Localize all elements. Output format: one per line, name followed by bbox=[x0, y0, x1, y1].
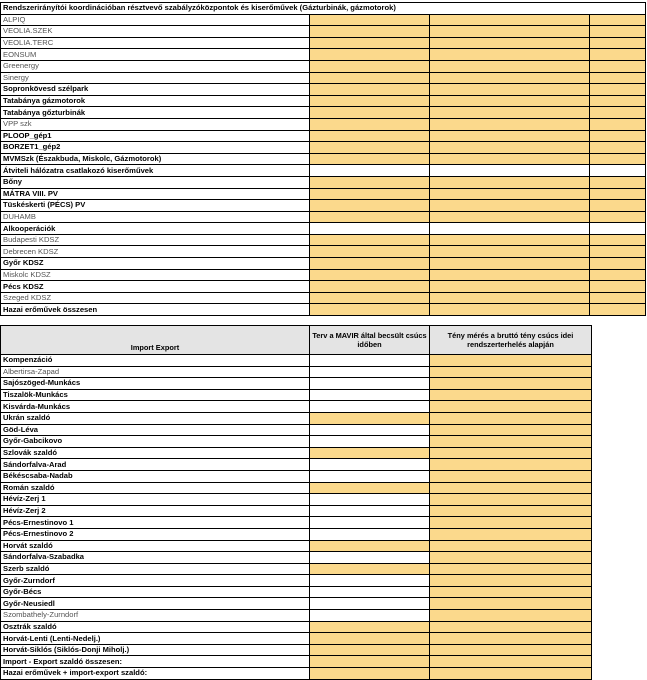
plan-value-cell[interactable] bbox=[310, 656, 430, 668]
generator-name-cell: Budapesti KDSZ bbox=[1, 234, 310, 246]
interconnector-name-cell: Horvát szaldó bbox=[1, 540, 310, 552]
import-export-row bbox=[1, 505, 592, 517]
actual-value-cell[interactable] bbox=[430, 355, 592, 367]
value-cell[interactable] bbox=[430, 14, 590, 26]
value-cell[interactable] bbox=[590, 72, 646, 84]
generators-table bbox=[0, 2, 646, 316]
value-cell[interactable] bbox=[430, 188, 590, 200]
interconnector-name-cell: Import - Export szaldó összesen: bbox=[1, 656, 310, 668]
value-cell[interactable] bbox=[430, 234, 590, 246]
plan-value-cell[interactable] bbox=[310, 528, 430, 540]
value-cell[interactable] bbox=[310, 107, 430, 119]
generators-table-row bbox=[1, 142, 646, 154]
import-export-row bbox=[1, 424, 592, 436]
import-export-row bbox=[1, 517, 592, 529]
import-export-header-row bbox=[1, 326, 592, 355]
generators-table-row bbox=[1, 26, 646, 38]
plan-value-cell[interactable] bbox=[310, 621, 430, 633]
generator-name-cell: Pécs KDSZ bbox=[1, 281, 310, 293]
generator-name-cell: Győr KDSZ bbox=[1, 258, 310, 270]
value-cell[interactable] bbox=[590, 107, 646, 119]
import-export-row bbox=[1, 436, 592, 448]
import-export-row bbox=[1, 563, 592, 575]
value-cell[interactable] bbox=[430, 292, 590, 304]
actual-value-cell[interactable] bbox=[430, 436, 592, 448]
value-cell[interactable] bbox=[590, 246, 646, 258]
value-cell[interactable] bbox=[430, 153, 590, 165]
value-cell[interactable] bbox=[590, 130, 646, 142]
value-cell[interactable] bbox=[310, 281, 430, 293]
plan-value-cell[interactable] bbox=[310, 378, 430, 390]
value-cell[interactable] bbox=[590, 95, 646, 107]
value-cell[interactable] bbox=[430, 37, 590, 49]
plan-value-cell[interactable] bbox=[310, 575, 430, 587]
interconnector-name-cell: Pécs-Ernestinovo 2 bbox=[1, 528, 310, 540]
value-cell[interactable] bbox=[590, 234, 646, 246]
plan-value-cell[interactable] bbox=[310, 668, 430, 680]
generators-table-title: Rendszerirányítói koordinációban résztvevő szabályzóközpontok és kiserőművek (Gázturbinák, gázmotorok) bbox=[1, 3, 646, 15]
value-cell[interactable] bbox=[590, 269, 646, 281]
plan-value-cell[interactable] bbox=[310, 447, 430, 459]
actual-value-cell[interactable] bbox=[430, 470, 592, 482]
plan-value-cell[interactable] bbox=[310, 552, 430, 564]
interconnector-name-cell: Hévíz-Zerj 2 bbox=[1, 505, 310, 517]
value-cell[interactable] bbox=[430, 165, 590, 177]
value-cell[interactable] bbox=[430, 118, 590, 130]
interconnector-name-cell: Győr-Bécs bbox=[1, 586, 310, 598]
import-export-row bbox=[1, 447, 592, 459]
plan-value-cell[interactable] bbox=[310, 494, 430, 506]
generators-table-row bbox=[1, 234, 646, 246]
value-cell[interactable] bbox=[430, 200, 590, 212]
import-export-row bbox=[1, 528, 592, 540]
import-export-row bbox=[1, 644, 592, 656]
actual-value-cell[interactable] bbox=[430, 586, 592, 598]
interconnector-name-cell: Kompenzáció bbox=[1, 355, 310, 367]
interconnector-name-cell: Horvát-Siklós (Siklós-Donji Miholj.) bbox=[1, 644, 310, 656]
import-export-row bbox=[1, 412, 592, 424]
value-cell[interactable] bbox=[430, 84, 590, 96]
actual-value-cell[interactable] bbox=[430, 598, 592, 610]
value-cell[interactable] bbox=[590, 26, 646, 38]
plan-value-cell[interactable] bbox=[310, 355, 430, 367]
value-cell[interactable] bbox=[310, 142, 430, 154]
actual-value-cell[interactable] bbox=[430, 644, 592, 656]
interconnector-name-cell: Göd-Léva bbox=[1, 424, 310, 436]
import-export-row bbox=[1, 540, 592, 552]
value-cell[interactable] bbox=[310, 176, 430, 188]
import-export-row bbox=[1, 575, 592, 587]
value-cell[interactable] bbox=[590, 49, 646, 61]
generator-name-cell: Greenergy bbox=[1, 60, 310, 72]
generator-name-cell: Átviteli hálózatra csatlakozó kiserőművek bbox=[1, 165, 310, 177]
value-cell[interactable] bbox=[430, 223, 590, 235]
interconnector-name-cell: Győr-Zurndorf bbox=[1, 575, 310, 587]
plan-value-cell[interactable] bbox=[310, 563, 430, 575]
interconnector-name-cell: Ukrán szaldó bbox=[1, 412, 310, 424]
generator-name-cell: BORZET1_gép2 bbox=[1, 142, 310, 154]
value-cell[interactable] bbox=[310, 258, 430, 270]
generators-table-row bbox=[1, 107, 646, 119]
actual-value-cell[interactable] bbox=[430, 447, 592, 459]
generator-name-cell: Alkooperációk bbox=[1, 223, 310, 235]
generators-table-row bbox=[1, 188, 646, 200]
import-export-row bbox=[1, 378, 592, 390]
generators-table-row bbox=[1, 211, 646, 223]
value-cell[interactable] bbox=[430, 95, 590, 107]
generators-table-row bbox=[1, 246, 646, 258]
actual-value-cell[interactable] bbox=[430, 505, 592, 517]
generators-table-row bbox=[1, 84, 646, 96]
generators-table-row bbox=[1, 292, 646, 304]
value-cell[interactable] bbox=[430, 269, 590, 281]
plan-value-cell[interactable] bbox=[310, 366, 430, 378]
interconnector-name-cell: Sajószöged-Munkács bbox=[1, 378, 310, 390]
actual-value-cell[interactable] bbox=[430, 494, 592, 506]
generator-name-cell: ALPIQ bbox=[1, 14, 310, 26]
generator-name-cell: DUHAMB bbox=[1, 211, 310, 223]
import-export-row bbox=[1, 598, 592, 610]
generator-name-cell: Miskolc KDSZ bbox=[1, 269, 310, 281]
interconnector-name-cell: Horvát-Lenti (Lenti-Nedelj.) bbox=[1, 633, 310, 645]
value-cell[interactable] bbox=[590, 37, 646, 49]
interconnector-name-cell: Sándorfalva-Szabadka bbox=[1, 552, 310, 564]
interconnector-name-cell: Albertirsa-Zapad bbox=[1, 366, 310, 378]
generator-name-cell: Tüskéskerti (PÉCS) PV bbox=[1, 200, 310, 212]
value-cell[interactable] bbox=[430, 142, 590, 154]
plan-value-cell[interactable] bbox=[310, 644, 430, 656]
import-export-row bbox=[1, 389, 592, 401]
import-export-row bbox=[1, 552, 592, 564]
value-cell[interactable] bbox=[310, 223, 430, 235]
value-cell[interactable] bbox=[310, 269, 430, 281]
plan-value-cell[interactable] bbox=[310, 401, 430, 413]
generator-name-cell: Debrecen KDSZ bbox=[1, 246, 310, 258]
plan-value-cell[interactable] bbox=[310, 459, 430, 471]
value-cell[interactable] bbox=[590, 281, 646, 293]
value-cell[interactable] bbox=[310, 60, 430, 72]
value-cell[interactable] bbox=[590, 153, 646, 165]
value-cell[interactable] bbox=[590, 258, 646, 270]
actual-value-cell[interactable] bbox=[430, 378, 592, 390]
value-cell[interactable] bbox=[310, 37, 430, 49]
actual-value-cell[interactable] bbox=[430, 424, 592, 436]
generator-name-cell: VEOLIA.SZEK bbox=[1, 26, 310, 38]
value-cell[interactable] bbox=[430, 49, 590, 61]
value-cell[interactable] bbox=[590, 118, 646, 130]
value-cell[interactable] bbox=[430, 281, 590, 293]
value-cell[interactable] bbox=[310, 246, 430, 258]
generator-name-cell: MÁTRA VIII. PV bbox=[1, 188, 310, 200]
actual-value-cell[interactable] bbox=[430, 563, 592, 575]
plan-value-cell[interactable] bbox=[310, 517, 430, 529]
import-export-row bbox=[1, 366, 592, 378]
import-export-header-label: Import Export bbox=[1, 326, 310, 355]
plan-value-cell[interactable] bbox=[310, 482, 430, 494]
value-cell[interactable] bbox=[310, 49, 430, 61]
value-cell[interactable] bbox=[310, 188, 430, 200]
plan-value-cell[interactable] bbox=[310, 436, 430, 448]
interconnector-name-cell: Tiszalök-Munkács bbox=[1, 389, 310, 401]
generators-table-row bbox=[1, 258, 646, 270]
value-cell[interactable] bbox=[430, 26, 590, 38]
plan-value-cell[interactable] bbox=[310, 424, 430, 436]
actual-column-header: Tény mérés a bruttó tény csúcs idei rendszerterhelés alapján bbox=[430, 326, 592, 355]
value-cell[interactable] bbox=[310, 200, 430, 212]
interconnector-name-cell: Békéscsaba-Nadab bbox=[1, 470, 310, 482]
import-export-row bbox=[1, 668, 592, 680]
value-cell[interactable] bbox=[590, 292, 646, 304]
actual-value-cell[interactable] bbox=[430, 517, 592, 529]
generators-table-row bbox=[1, 118, 646, 130]
actual-value-cell[interactable] bbox=[430, 656, 592, 668]
generators-table-row bbox=[1, 223, 646, 235]
interconnector-name-cell: Győr-Neusiedl bbox=[1, 598, 310, 610]
actual-value-cell[interactable] bbox=[430, 401, 592, 413]
generators-table-row bbox=[1, 60, 646, 72]
generators-table-row bbox=[1, 37, 646, 49]
actual-value-cell[interactable] bbox=[430, 621, 592, 633]
generator-name-cell: Hazai erőművek összesen bbox=[1, 304, 310, 316]
import-export-row bbox=[1, 401, 592, 413]
value-cell[interactable] bbox=[310, 26, 430, 38]
interconnector-name-cell: Hévíz-Zerj 1 bbox=[1, 494, 310, 506]
actual-value-cell[interactable] bbox=[430, 668, 592, 680]
plan-value-cell[interactable] bbox=[310, 633, 430, 645]
actual-value-cell[interactable] bbox=[430, 633, 592, 645]
plan-value-cell[interactable] bbox=[310, 610, 430, 622]
generator-name-cell: VPP szk bbox=[1, 118, 310, 130]
value-cell[interactable] bbox=[310, 118, 430, 130]
value-cell[interactable] bbox=[430, 130, 590, 142]
value-cell[interactable] bbox=[310, 95, 430, 107]
plan-value-cell[interactable] bbox=[310, 540, 430, 552]
value-cell[interactable] bbox=[310, 84, 430, 96]
plan-value-cell[interactable] bbox=[310, 389, 430, 401]
value-cell[interactable] bbox=[590, 200, 646, 212]
value-cell[interactable] bbox=[590, 176, 646, 188]
value-cell[interactable] bbox=[430, 72, 590, 84]
generators-table-row bbox=[1, 281, 646, 293]
import-export-row bbox=[1, 633, 592, 645]
value-cell[interactable] bbox=[430, 258, 590, 270]
plan-value-cell[interactable] bbox=[310, 586, 430, 598]
import-export-row bbox=[1, 494, 592, 506]
value-cell[interactable] bbox=[430, 304, 590, 316]
value-cell[interactable] bbox=[590, 304, 646, 316]
interconnector-name-cell: Pécs-Ernestinovo 1 bbox=[1, 517, 310, 529]
value-cell[interactable] bbox=[430, 107, 590, 119]
interconnector-name-cell: Román szaldó bbox=[1, 482, 310, 494]
plan-value-cell[interactable] bbox=[310, 505, 430, 517]
plan-value-cell[interactable] bbox=[310, 598, 430, 610]
value-cell[interactable] bbox=[310, 72, 430, 84]
value-cell[interactable] bbox=[310, 153, 430, 165]
value-cell[interactable] bbox=[430, 246, 590, 258]
actual-value-cell[interactable] bbox=[430, 459, 592, 471]
generator-name-cell: Sopronkövesd szélpark bbox=[1, 84, 310, 96]
interconnector-name-cell: Szombathely-Zurndorf bbox=[1, 610, 310, 622]
value-cell[interactable] bbox=[310, 211, 430, 223]
value-cell[interactable] bbox=[310, 14, 430, 26]
plan-value-cell[interactable] bbox=[310, 412, 430, 424]
interconnector-name-cell: Győr-Gabcikovo bbox=[1, 436, 310, 448]
generators-table-row bbox=[1, 95, 646, 107]
value-cell[interactable] bbox=[310, 292, 430, 304]
generators-table-row bbox=[1, 49, 646, 61]
generator-name-cell: Szeged KDSZ bbox=[1, 292, 310, 304]
actual-value-cell[interactable] bbox=[430, 389, 592, 401]
value-cell[interactable] bbox=[590, 165, 646, 177]
value-cell[interactable] bbox=[310, 130, 430, 142]
actual-value-cell[interactable] bbox=[430, 540, 592, 552]
value-cell[interactable] bbox=[590, 84, 646, 96]
plan-value-cell[interactable] bbox=[310, 470, 430, 482]
generators-table-row bbox=[1, 304, 646, 316]
import-export-row bbox=[1, 586, 592, 598]
actual-value-cell[interactable] bbox=[430, 528, 592, 540]
value-cell[interactable] bbox=[310, 165, 430, 177]
import-export-table bbox=[0, 325, 592, 680]
value-cell[interactable] bbox=[430, 176, 590, 188]
value-cell[interactable] bbox=[590, 188, 646, 200]
value-cell[interactable] bbox=[590, 223, 646, 235]
generators-table-row bbox=[1, 130, 646, 142]
generator-name-cell: Bőny bbox=[1, 176, 310, 188]
generators-table-row bbox=[1, 153, 646, 165]
interconnector-name-cell: Kisvárda-Munkács bbox=[1, 401, 310, 413]
import-export-row bbox=[1, 482, 592, 494]
actual-value-cell[interactable] bbox=[430, 552, 592, 564]
value-cell[interactable] bbox=[590, 14, 646, 26]
interconnector-name-cell: Sándorfalva-Arad bbox=[1, 459, 310, 471]
value-cell[interactable] bbox=[590, 60, 646, 72]
import-export-row bbox=[1, 355, 592, 367]
generators-table-row bbox=[1, 176, 646, 188]
value-cell[interactable] bbox=[590, 142, 646, 154]
interconnector-name-cell: Szerb szaldó bbox=[1, 563, 310, 575]
interconnector-name-cell: Szlovák szaldó bbox=[1, 447, 310, 459]
import-export-row bbox=[1, 610, 592, 622]
generator-name-cell: PLOOP_gép1 bbox=[1, 130, 310, 142]
generators-table-title-row bbox=[1, 3, 646, 15]
import-export-row bbox=[1, 656, 592, 668]
actual-value-cell[interactable] bbox=[430, 575, 592, 587]
generators-table-row bbox=[1, 165, 646, 177]
generators-table-row bbox=[1, 14, 646, 26]
value-cell[interactable] bbox=[590, 211, 646, 223]
actual-value-cell[interactable] bbox=[430, 412, 592, 424]
generator-name-cell: Tatabánya gőzturbinák bbox=[1, 107, 310, 119]
generators-table-row bbox=[1, 200, 646, 212]
interconnector-name-cell: Osztrák szaldó bbox=[1, 621, 310, 633]
import-export-row bbox=[1, 459, 592, 471]
actual-value-cell[interactable] bbox=[430, 366, 592, 378]
value-cell[interactable] bbox=[310, 234, 430, 246]
generator-name-cell: MVMSzk (Északbuda, Miskolc, Gázmotorok) bbox=[1, 153, 310, 165]
interconnector-name-cell: Hazai erőművek + import-export szaldó: bbox=[1, 668, 310, 680]
generator-name-cell: Sinergy bbox=[1, 72, 310, 84]
import-export-row bbox=[1, 470, 592, 482]
value-cell[interactable] bbox=[310, 304, 430, 316]
generator-name-cell: EONSUM bbox=[1, 49, 310, 61]
generators-table-row bbox=[1, 72, 646, 84]
value-cell[interactable] bbox=[430, 211, 590, 223]
value-cell[interactable] bbox=[430, 60, 590, 72]
generator-name-cell: Tatabánya gázmotorok bbox=[1, 95, 310, 107]
import-export-row bbox=[1, 621, 592, 633]
generators-table-row bbox=[1, 269, 646, 281]
generator-name-cell: VEOLIA.TERC bbox=[1, 37, 310, 49]
actual-value-cell[interactable] bbox=[430, 482, 592, 494]
actual-value-cell[interactable] bbox=[430, 610, 592, 622]
plan-column-header: Terv a MAVIR által becsült csúcs időben bbox=[310, 326, 430, 355]
